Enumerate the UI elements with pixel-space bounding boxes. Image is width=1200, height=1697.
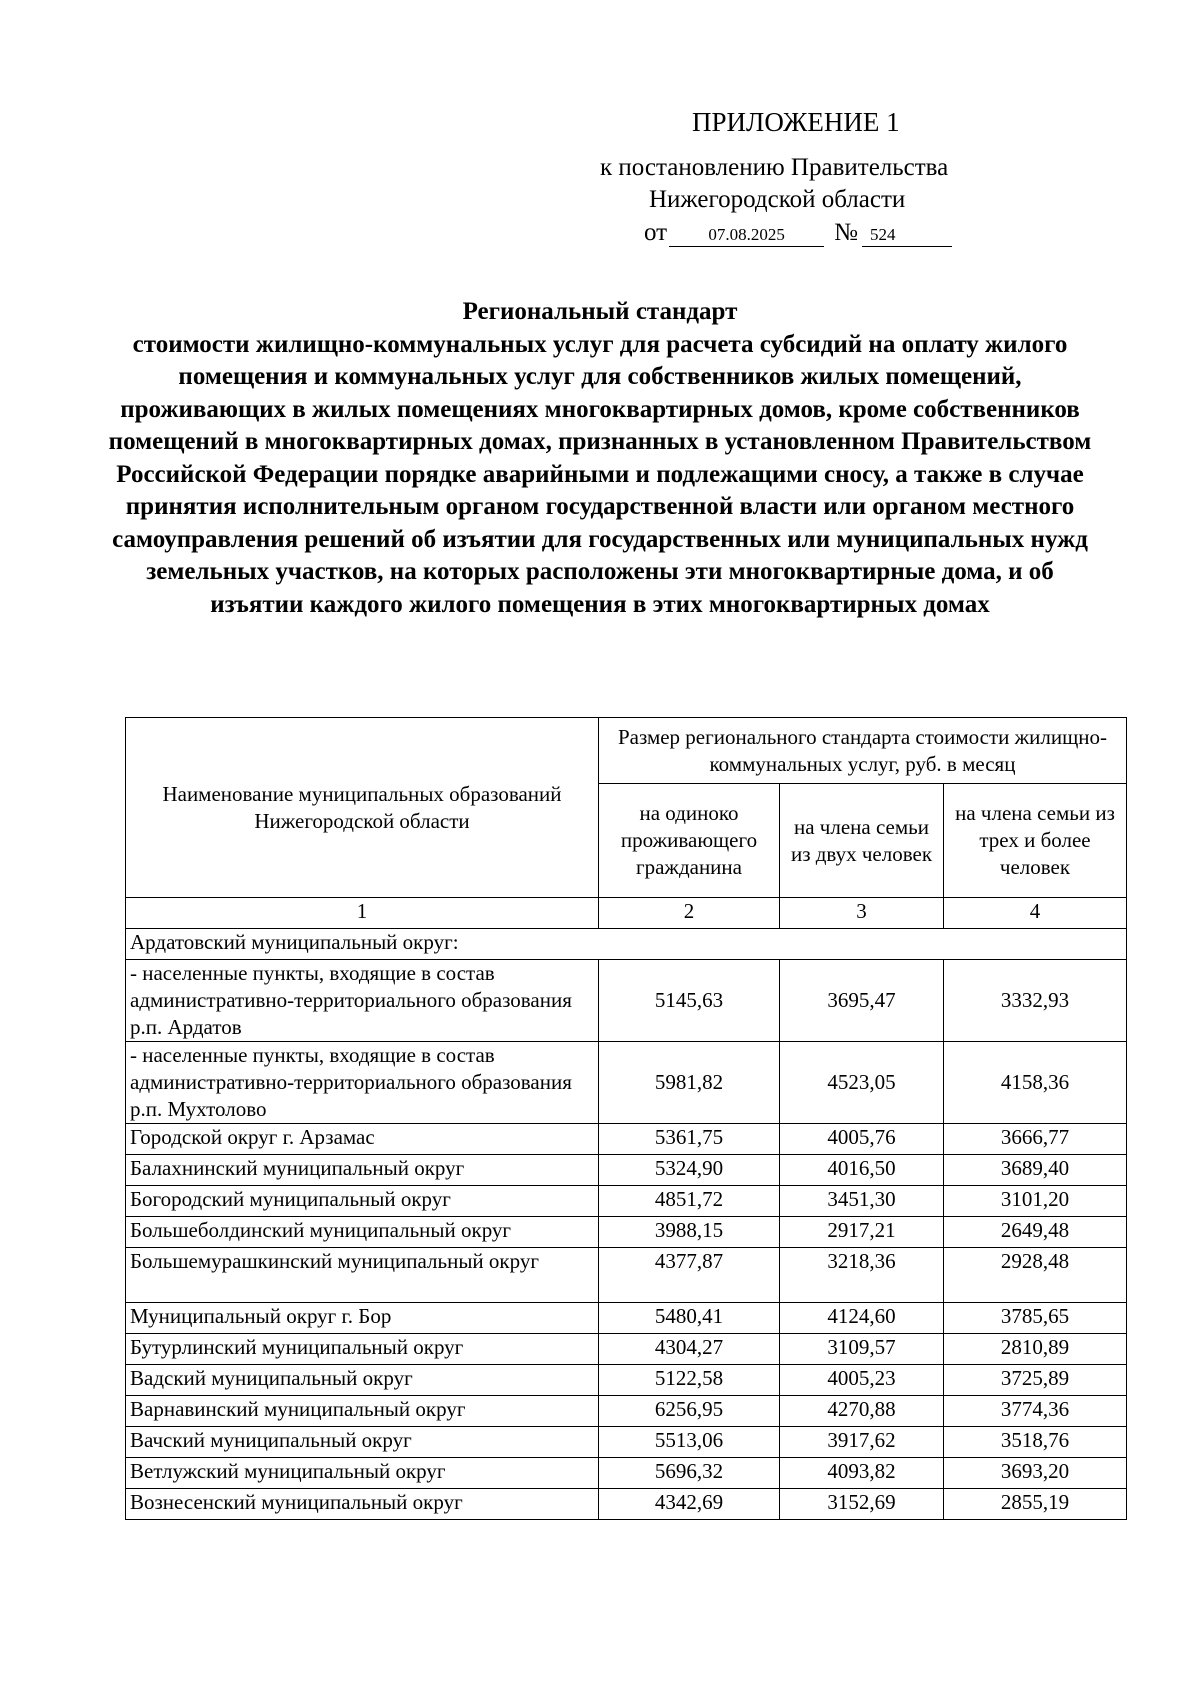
value-single: 5145,63	[599, 960, 780, 1042]
municipality-name: - населенные пункты, входящие в состав административно-территориального образования р.п. Ардатов	[126, 960, 599, 1042]
value-single: 5480,41	[599, 1303, 780, 1334]
col-number: 1	[126, 898, 599, 929]
value-three-plus: 3332,93	[944, 960, 1127, 1042]
section-row	[126, 929, 1127, 960]
value-two-person: 4523,05	[780, 1042, 944, 1124]
municipality-name: Большемурашкинский муниципальный округ	[126, 1248, 599, 1303]
table-row	[126, 1396, 1127, 1427]
document-title	[100, 296, 1100, 621]
value-two-person: 4093,82	[780, 1458, 944, 1489]
value-three-plus: 3689,40	[944, 1155, 1127, 1186]
value-two-person: 3917,62	[780, 1427, 944, 1458]
table-row	[126, 1365, 1127, 1396]
value-three-plus: 3774,36	[944, 1396, 1127, 1427]
value-three-plus: 4158,36	[944, 1042, 1127, 1124]
table-row	[126, 960, 1127, 1042]
value-three-plus: 3518,76	[944, 1427, 1127, 1458]
region-name: Нижегородской области	[649, 186, 906, 213]
col-number: 2	[599, 898, 780, 929]
value-two-person: 4005,23	[780, 1365, 944, 1396]
municipality-name: Ветлужский муниципальный округ	[126, 1458, 599, 1489]
table-row	[126, 1427, 1127, 1458]
municipality-name: Богородский муниципальный округ	[126, 1186, 599, 1217]
appendix-block	[600, 106, 1100, 250]
value-two-person: 3451,30	[780, 1186, 944, 1217]
table-row	[126, 1217, 1127, 1248]
number-sign: №	[834, 219, 858, 246]
value-single: 6256,95	[599, 1396, 780, 1427]
title-body: стоимости жилищно-коммунальных услуг для расчета субсидий на оплату жилого помещения и коммунальных услуг для собственников жилых помещений, проживающих в жилых помещениях многоквартирных домов, кроме собственников помещений в многоквартирных домах, признанных в установленном Правительством Российской Федерации порядке аварийными и подлежащими сносу, а также в случае принятия исполнительным органом государственной власти или органом местного самоуправления решений об изъятии для государственных или муниципальных нужд земельных участков, на которых расположены эти многоквартирные дома, и об изъятии каждого жилого помещения в этих многоквартирных домах	[108, 330, 1092, 618]
municipality-name: - населенные пункты, входящие в состав административно-территориального образования р.п. Мухтолово	[126, 1042, 599, 1124]
municipality-name: Муниципальный округ г. Бор	[126, 1303, 599, 1334]
municipality-name: Бутурлинский муниципальный округ	[126, 1334, 599, 1365]
value-three-plus: 3725,89	[944, 1365, 1127, 1396]
value-two-person: 4016,50	[780, 1155, 944, 1186]
section-title: Ардатовский муниципальный округ:	[126, 929, 1127, 960]
value-three-plus: 3101,20	[944, 1186, 1127, 1217]
value-single: 4377,87	[599, 1248, 780, 1303]
col-number: 4	[944, 898, 1127, 929]
table-row	[126, 1155, 1127, 1186]
municipality-name: Большеболдинский муниципальный округ	[126, 1217, 599, 1248]
municipality-name: Вачский муниципальный округ	[126, 1427, 599, 1458]
from-label: от	[644, 219, 668, 246]
value-single: 4851,72	[599, 1186, 780, 1217]
municipality-name: Городской округ г. Арзамас	[126, 1124, 599, 1155]
value-three-plus: 2928,48	[944, 1248, 1127, 1303]
title-main: Региональный стандарт	[462, 298, 738, 325]
value-single: 4304,27	[599, 1334, 780, 1365]
value-three-plus: 2810,89	[944, 1334, 1127, 1365]
municipality-name: Вадский муниципальный округ	[126, 1365, 599, 1396]
table-row	[126, 1186, 1127, 1217]
table-row	[126, 1124, 1127, 1155]
col-number: 3	[780, 898, 944, 929]
table-row	[126, 1334, 1127, 1365]
value-three-plus: 3693,20	[944, 1458, 1127, 1489]
header-col2: на одиноко проживающего гражданина	[599, 784, 780, 898]
table-row	[126, 1042, 1127, 1124]
decree-date-number	[644, 216, 1100, 250]
value-three-plus: 2649,48	[944, 1217, 1127, 1248]
value-single: 5513,06	[599, 1427, 780, 1458]
header-col3: на члена семьи из двух человек	[780, 784, 944, 898]
table-row	[126, 1303, 1127, 1334]
column-numbers-row	[126, 898, 1127, 929]
value-two-person: 4270,88	[780, 1396, 944, 1427]
municipality-name: Вознесенский муниципальный округ	[126, 1489, 599, 1520]
table-row	[126, 1489, 1127, 1520]
value-single: 5361,75	[599, 1124, 780, 1155]
value-three-plus: 2855,19	[944, 1489, 1127, 1520]
header-col4: на члена семьи из трех и более человек	[944, 784, 1127, 898]
table-row	[126, 1248, 1127, 1303]
municipality-name: Варнавинский муниципальный округ	[126, 1396, 599, 1427]
value-single: 5122,58	[599, 1365, 780, 1396]
standards-table	[125, 717, 1127, 1520]
header-name-col: Наименование муниципальных образований Нижегородской области	[126, 718, 599, 898]
decree-number: 524	[862, 224, 952, 247]
value-single: 5324,90	[599, 1155, 780, 1186]
value-two-person: 3695,47	[780, 960, 944, 1042]
value-two-person: 3152,69	[780, 1489, 944, 1520]
appendix-label: ПРИЛОЖЕНИЕ 1	[692, 107, 900, 137]
value-two-person: 4124,60	[780, 1303, 944, 1334]
value-single: 4342,69	[599, 1489, 780, 1520]
header-row-group	[126, 718, 1127, 784]
value-single: 5696,32	[599, 1458, 780, 1489]
value-two-person: 3218,36	[780, 1248, 944, 1303]
value-three-plus: 3666,77	[944, 1124, 1127, 1155]
decree-date: 07.08.2025	[669, 224, 824, 247]
value-two-person: 2917,21	[780, 1217, 944, 1248]
value-single: 5981,82	[599, 1042, 780, 1124]
header-group: Размер регионального стандарта стоимости жилищно-коммунальных услуг, руб. в месяц	[599, 718, 1127, 784]
decree-reference: к постановлению Правительства	[600, 154, 949, 181]
value-two-person: 4005,76	[780, 1124, 944, 1155]
value-single: 3988,15	[599, 1217, 780, 1248]
value-two-person: 3109,57	[780, 1334, 944, 1365]
value-three-plus: 3785,65	[944, 1303, 1127, 1334]
table-row	[126, 1458, 1127, 1489]
municipality-name: Балахнинский муниципальный округ	[126, 1155, 599, 1186]
